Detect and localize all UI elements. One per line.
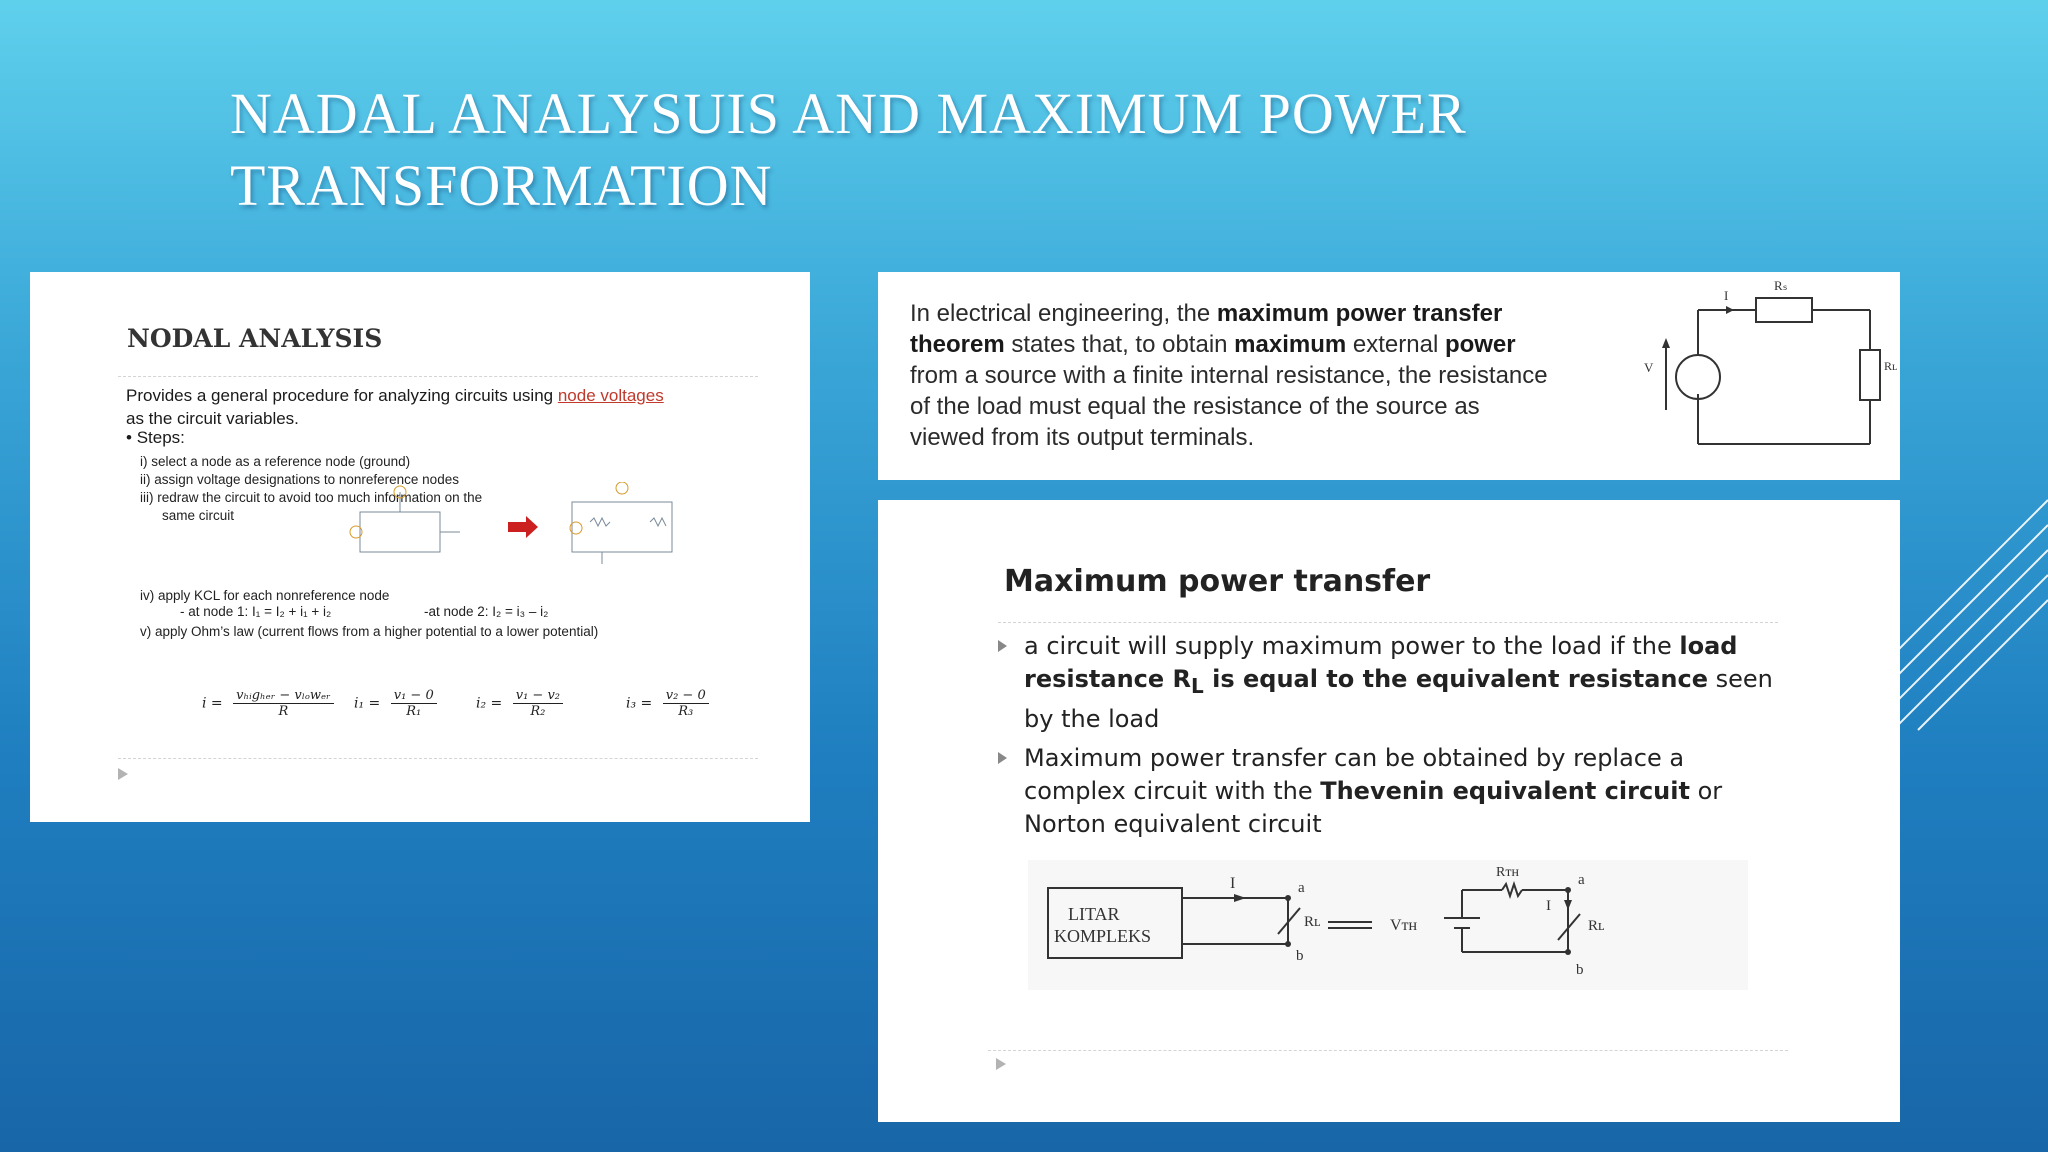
nodal-analysis-card	[30, 272, 810, 822]
terminal-b-label-2: b	[1576, 962, 1584, 978]
decorative-lines	[1898, 480, 2048, 780]
heading-divider	[118, 376, 758, 377]
ohms-law-equation-2	[354, 688, 437, 719]
eq3-num: v₁ − v₂	[513, 688, 563, 704]
nodal-heading: NODAL ANALYSIS	[127, 324, 383, 353]
step-5: v) apply Ohm’s law (current flows from a higher potential to a lower potential)	[140, 624, 599, 639]
mp-bottom-divider	[988, 1050, 1788, 1051]
max-power-circuit	[1578, 272, 1898, 480]
bullet-item-1	[998, 630, 1778, 736]
eq4-num: v₂ − 0	[663, 688, 709, 704]
bullet1-bold: load resistance R	[1024, 632, 1738, 693]
step-1: i) select a node as a reference node (ground)	[140, 454, 411, 469]
bullet2-bold: Thevenin equivalent circuit	[1320, 776, 1690, 805]
bullet-arrow-icon	[998, 640, 1007, 652]
bullet-arrow-icon	[998, 752, 1007, 764]
step-3: iii) redraw the circuit to avoid too much information on the	[140, 490, 483, 505]
eq2-num: v₁ − 0	[391, 688, 437, 704]
current-label-2: I	[1546, 898, 1551, 914]
eq3-lhs: i₂ =	[476, 695, 503, 712]
bullet2-text: Maximum power transfer can be obtained by replace a complex circuit with the	[1024, 743, 1685, 805]
bottom-divider	[118, 758, 758, 759]
theorem-bold-3: power	[1444, 331, 1516, 358]
nodal-circuit-diagram	[320, 482, 720, 572]
steps-label-text: Steps:	[136, 428, 185, 447]
theorem-text-4: from a source with a finite internal resistance, the resistance of the load must equal the resistance of the source as viewed from its output terminals.	[910, 362, 1548, 451]
arrow-icon	[508, 516, 538, 538]
step-2: ii) assign voltage designations to nonreference nodes	[140, 472, 459, 487]
slide-title	[230, 78, 1630, 222]
terminal-a-label-2: a	[1578, 872, 1585, 888]
bullet1-subscript: L	[1191, 673, 1204, 698]
play-icon[interactable]	[996, 1058, 1006, 1070]
theorem-bold-1: maximum power transfer theorem	[910, 300, 1503, 358]
theorem-bold-2: maximum	[1234, 331, 1347, 358]
eq2-den: R₁	[406, 704, 422, 719]
steps-label: • Steps:	[126, 428, 185, 447]
rth-label: Rᴛʜ	[1496, 865, 1519, 880]
i-label: I	[1724, 288, 1729, 303]
nodal-intro-text: Provides a general procedure for analyzing circuits using	[126, 386, 558, 405]
step-4-node1: - at node 1: I₁ = I₂ + i₁ + i₂	[180, 604, 332, 619]
eq4-den: R₃	[678, 704, 694, 719]
step-4-node2: -at node 2: I₂ = i₃ – i₂	[424, 604, 549, 619]
eq1-lhs: i =	[202, 695, 223, 712]
slide-title-line2: TRANSFORMATION	[230, 153, 773, 218]
rs-label: Rₛ	[1774, 278, 1788, 293]
kompleks-label: KOMPLEKS	[1054, 926, 1152, 946]
theorem-text-3: external	[1346, 331, 1445, 358]
nodal-intro	[126, 384, 746, 430]
bullet1-text-end: seen by the load	[1024, 665, 1773, 733]
bullet1-bold-2: is equal to the equivalent resistance	[1203, 665, 1709, 693]
node-voltages-link[interactable]: node voltages	[557, 386, 664, 405]
nodal-intro-end: as the circuit variables.	[126, 409, 299, 428]
load-resistor-label-2: Rʟ	[1588, 918, 1605, 934]
rl-label: Rʟ	[1884, 359, 1898, 373]
eq3-den: R₂	[530, 704, 546, 719]
terminal-b-label: b	[1296, 948, 1304, 964]
ohms-law-equation-4	[626, 688, 709, 719]
ohms-law-equation-3	[476, 688, 563, 719]
theorem-text-1: In electrical engineering, the	[910, 300, 1217, 327]
max-power-heading: Maximum power transfer	[1004, 564, 1431, 599]
thevenin-equivalent-diagram	[1028, 860, 1748, 990]
eq4-lhs: i₃ =	[626, 695, 653, 712]
v-label: V	[1644, 360, 1654, 375]
slide-title-line1: NADAL ANALYSUIS AND MAXIMUM POWER	[230, 81, 1467, 146]
eq1-den: R	[278, 704, 289, 719]
theorem-paragraph	[910, 298, 1550, 453]
bullet2-text-end: or Norton equivalent circuit	[1024, 776, 1723, 838]
bullet-item-2	[998, 742, 1778, 841]
litar-label: LITAR	[1068, 904, 1120, 924]
max-power-card	[878, 500, 1900, 1122]
load-resistor-label: Rʟ	[1304, 914, 1321, 930]
bullet1-text: a circuit will supply maximum power to the load if the	[1024, 632, 1680, 660]
mp-heading-divider	[998, 622, 1778, 623]
theorem-text-2: states that, to obtain	[1004, 331, 1235, 358]
eq2-lhs: i₁ =	[354, 695, 381, 712]
eq1-num: vₕᵢgₕₑᵣ − vₗₒwₑᵣ	[233, 688, 333, 704]
step-3-cont: same circuit	[162, 508, 235, 523]
theorem-card	[878, 272, 1900, 480]
vth-label: Vᴛʜ	[1390, 917, 1418, 934]
step-4: iv) apply KCL for each nonreference node	[140, 588, 390, 603]
max-power-bullets	[998, 630, 1778, 847]
current-label: I	[1230, 875, 1236, 892]
ohms-law-equation-1	[202, 688, 334, 719]
terminal-a-label: a	[1298, 880, 1305, 896]
play-icon[interactable]	[118, 768, 128, 780]
